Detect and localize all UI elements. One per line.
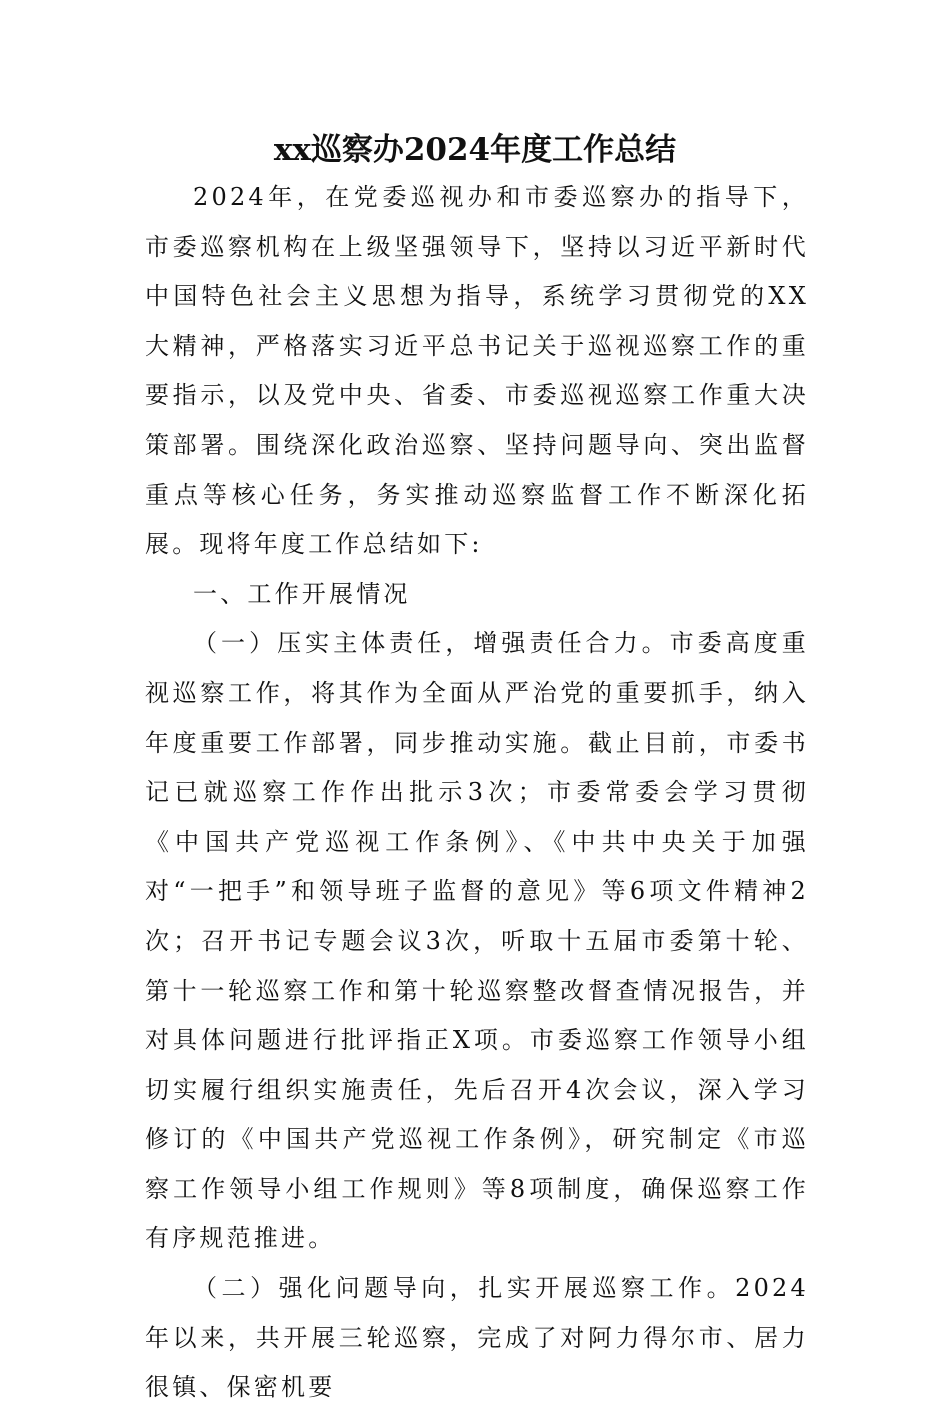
document-title: xx巡察办2024年度工作总结 (273, 132, 677, 168)
paragraph-responsibility: （一）压实主体责任，增强责任合力。市委高度重视巡察工作，将其作为全面从严治党的重要抓手，纳入年度重要工作部署，同步推动实施。截止目前，市委书记已就巡察工作作出批示3次；市委常委会学习贯彻《中国共产党巡视工作条例》、《中共中央关于加强对“一把手”和领导班子监督的意见》等6项文件精神2次；召开书记专题会议3次，听取十五届市委第十轮、第十一轮巡察工作和第十轮巡察整改督查情况报告，并对具体问题进行批评指正X项。市委巡察工作领导小组切实履行组织实施责任，先后召开4次会议，深入学习修订的《中国共产党巡视工作条例》，研究制定《市巡察工作领导小组工作规则》等8项制度，确保巡察工作有序规范推进。 (145, 629, 809, 1253)
paragraph-problem-oriented: （二）强化问题导向，扎实开展巡察工作。2024年以来，共开展三轮巡察，完成了对阿力得尔市、居力很镇、保密机要 (145, 1274, 809, 1402)
document-body (145, 173, 809, 1413)
intro-paragraph: 2024年，在党委巡视办和市委巡察办的指导下，市委巡察机构在上级坚强领导下，坚持以习近平新时代中国特色社会主义思想为指导，系统学习贯彻党的XX大精神，严格落实习近平总书记关于巡视巡察工作的重要指示，以及党中央、省委、市委巡视巡察工作重大决策部署。围绕深化政治巡察、坚持问题导向、突出监督重点等核心任务，务实推动巡察监督工作不断深化拓展。现将年度工作总结如下: (145, 183, 809, 559)
section-heading-work-situation: 一、工作开展情况 (193, 579, 411, 608)
